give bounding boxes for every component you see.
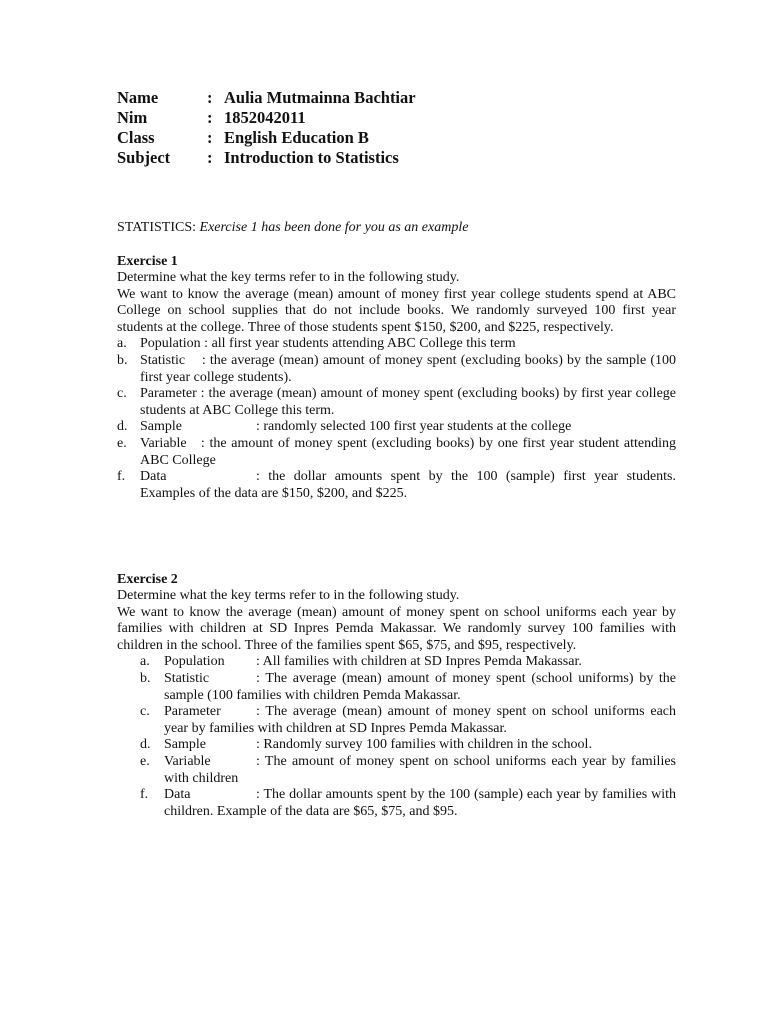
item-sep: : bbox=[200, 336, 212, 352]
item-text: randomly selected 100 first year students at the college bbox=[263, 419, 572, 435]
item-sep: : bbox=[256, 704, 266, 720]
item-letter: b. bbox=[140, 670, 151, 686]
subject-colon: : bbox=[207, 148, 213, 167]
item-term: Sample bbox=[164, 737, 206, 753]
item-sep: : bbox=[256, 787, 264, 803]
exercise-2-item-c bbox=[117, 704, 676, 737]
item-text: the average (mean) amount of money spent (excluding books) by the sample (100 first year college students). bbox=[140, 352, 676, 385]
item-sep: : bbox=[256, 469, 269, 485]
exercise-1-item-c bbox=[117, 386, 676, 419]
class-colon: : bbox=[207, 128, 213, 147]
item-text: The amount of money spent on school uniforms each year by families with children bbox=[164, 753, 676, 786]
nim-colon: : bbox=[207, 108, 213, 127]
subject-label: Subject bbox=[117, 148, 171, 167]
subject-value: Introduction to Statistics bbox=[224, 148, 399, 167]
exercise-1-item-e bbox=[117, 436, 676, 469]
item-letter: f. bbox=[140, 787, 149, 803]
exercise-2-title: Exercise 2 bbox=[117, 572, 178, 587]
item-term: Variable bbox=[140, 435, 187, 451]
student-info-header bbox=[117, 88, 677, 168]
item-letter: f. bbox=[117, 469, 126, 485]
item-text: the amount of money spent (excluding books) by one first year student attending ABC College bbox=[140, 435, 676, 468]
exercise-1-title: Exercise 1 bbox=[117, 254, 178, 269]
exercise-1-item-a bbox=[117, 336, 676, 353]
name-value: Aulia Mutmainna Bachtiar bbox=[224, 88, 416, 107]
item-text: the dollar amounts spent by the 100 (sample) first year students. Examples of the data are $150, $200, and $225. bbox=[140, 469, 676, 501]
exercise-2-instruction: Determine what the key terms refer to in the following study. bbox=[117, 588, 460, 603]
item-sep: : bbox=[185, 352, 210, 368]
name-row bbox=[117, 88, 677, 108]
item-term: Sample bbox=[140, 419, 182, 435]
exercise-1 bbox=[117, 253, 676, 502]
item-text: all first year students attending ABC College this term bbox=[211, 336, 516, 352]
item-letter: b. bbox=[117, 352, 128, 368]
item-letter: d. bbox=[140, 737, 151, 753]
exercise-2-study: We want to know the average (mean) amount of money spent on school uniforms each year by families with children at SD Inpres Pemda Makassar. We randomly survey 100 families with children in the school. Three of the families spent $65, $75, and $95, respectively. bbox=[117, 604, 676, 653]
exercise-2-item-f bbox=[117, 787, 676, 820]
exercise-1-item-d bbox=[117, 419, 676, 436]
item-letter: d. bbox=[117, 419, 128, 435]
nim-value: 1852042011 bbox=[224, 108, 306, 127]
exercise-1-item-f bbox=[117, 469, 676, 502]
exercise-2-item-a bbox=[117, 654, 676, 671]
item-letter: a. bbox=[117, 336, 127, 352]
item-term: Statistic bbox=[164, 670, 210, 686]
item-text: The dollar amounts spent by the 100 (sample) each year by families with children. Example of the data are $65, $75, and $95. bbox=[164, 787, 676, 819]
exercise-1-study: We want to know the average (mean) amount of money first year college students spend at ABC College on school supplies that do not include books. We randomly surveyed 100 first year students at the college. Three of those students spent $150, $200, and $225, respectively. bbox=[117, 286, 676, 335]
intro-lead: STATISTICS: bbox=[117, 220, 200, 235]
statistics-intro bbox=[117, 219, 677, 236]
intro-note: Exercise 1 has been done for you as an example bbox=[199, 220, 469, 235]
item-letter: e. bbox=[140, 753, 150, 769]
item-term: Parameter bbox=[164, 704, 221, 720]
exercise-2-item-b bbox=[117, 671, 676, 704]
class-label: Class bbox=[117, 128, 155, 147]
subject-row bbox=[117, 148, 677, 168]
item-sep: : bbox=[256, 670, 266, 686]
item-text: the average (mean) amount of money spent (excluding books) by first year college students at ABC College this term. bbox=[140, 386, 676, 418]
item-text: The average (mean) amount of money spent on school uniforms each year by families with children at SD Inpres Pemda Makassar. bbox=[164, 704, 677, 736]
item-text: Randomly survey 100 families with children in the school. bbox=[263, 737, 592, 753]
exercise-2-items bbox=[117, 654, 676, 820]
class-row bbox=[117, 128, 677, 148]
item-term: Data bbox=[164, 787, 191, 803]
item-sep: : bbox=[256, 654, 263, 670]
exercise-1-item-b bbox=[117, 353, 676, 386]
item-term: Data bbox=[140, 469, 167, 485]
exercise-1-items bbox=[117, 336, 676, 502]
exercise-2 bbox=[117, 571, 676, 820]
item-term: Population bbox=[140, 336, 201, 352]
exercise-1-instruction: Determine what the key terms refer to in the following study. bbox=[117, 270, 460, 285]
item-text: All families with children at SD Inpres Pemda Makassar. bbox=[262, 654, 582, 670]
item-sep: : bbox=[196, 386, 209, 402]
item-letter: a. bbox=[140, 654, 150, 670]
name-colon: : bbox=[207, 88, 213, 107]
item-term: Variable bbox=[164, 753, 211, 769]
item-term: Statistic bbox=[140, 352, 186, 368]
item-sep: : bbox=[256, 419, 264, 435]
item-text: The average (mean) amount of money spent (school uniforms) by the sample (100 families with children Pemda Makassar. bbox=[164, 670, 676, 703]
item-sep: : bbox=[186, 435, 210, 451]
item-letter: c. bbox=[117, 386, 127, 402]
nim-label: Nim bbox=[117, 108, 148, 127]
nim-row bbox=[117, 108, 677, 128]
item-term: Parameter bbox=[140, 386, 197, 402]
exercise-2-item-e bbox=[117, 754, 676, 787]
item-letter: c. bbox=[140, 704, 150, 720]
item-sep: : bbox=[256, 753, 265, 769]
name-label: Name bbox=[117, 88, 159, 107]
exercise-2-item-d bbox=[117, 737, 676, 754]
item-letter: e. bbox=[117, 435, 127, 451]
item-sep: : bbox=[256, 737, 264, 753]
item-term: Population bbox=[164, 654, 225, 670]
class-value: English Education B bbox=[224, 128, 369, 147]
